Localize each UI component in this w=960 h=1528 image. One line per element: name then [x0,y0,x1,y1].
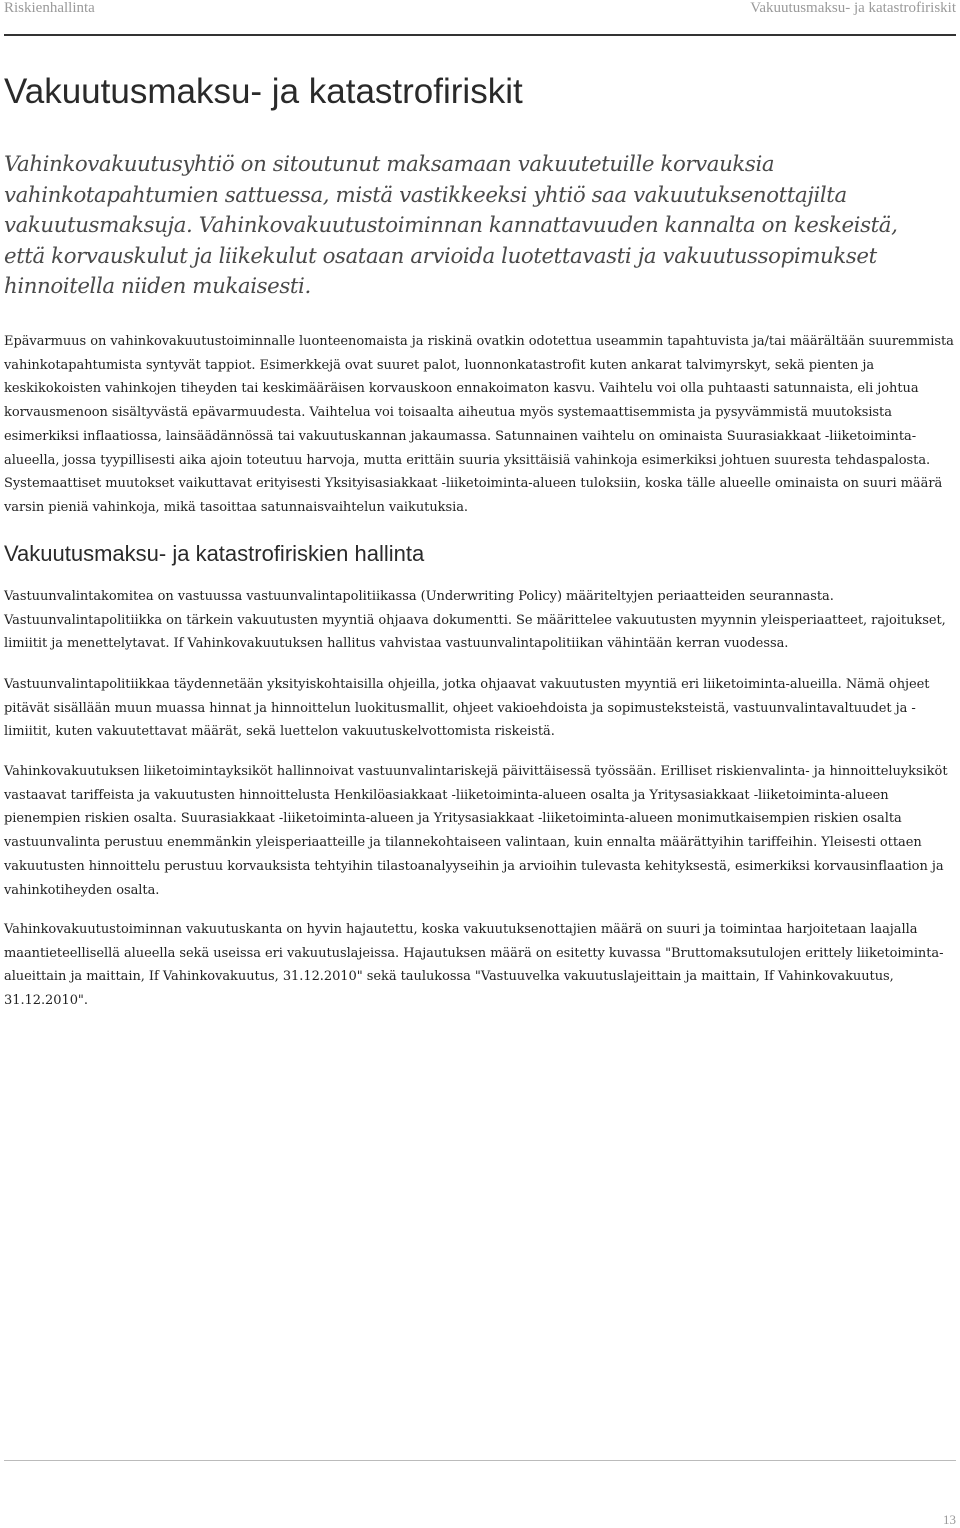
lead-paragraph: Vahinkovakuutusyhtiö on sitoutunut maksamaan vakuutetuille korvauksia vahinkotapahtumien sattuessa, mistä vastikkeeksi yhtiö saa vakuutuksenottajilta vakuutusmaksuja. Vahinkovakuutustoiminnan kannattavuuden kannalta on keskeistä, että korvauskulut ja liikekulut osataan arvioida luotettavasti ja vakuutussopimukset hinnoitella niiden mukaisesti. [4,152,898,299]
page-title: Vakuutusmaksu- ja katastrofiriskit [4,72,523,111]
running-header-chapter: Vakuutusmaksu- ja katastrofiriskit [750,0,956,16]
footer-divider [4,1460,956,1461]
section-heading: Vakuutusmaksu- ja katastrofiriskien hallinta [4,541,425,566]
body-paragraph-diversification: Vahinkovakuutustoiminnan vakuutuskanta on hyvin hajautettu, koska vakuutuksenottajien määrä on suuri ja toimintaa harjoitetaan laajalla maantieteellisellä alueella sekä useissa eri vakuutuslajeissa. Hajautuksen määrä on esitetty kuvassa "Bruttomaksutulojen erittely liiketoiminta-alueittain ja maittain, If Vahinkovakuutus, 31.12.2010" sekä taulukossa "Vastuuvelka vakuutuslajeittain ja maittain, If Vahinkovakuutus, 31.12.2010". [4,922,944,1009]
body-paragraph-guidelines: Vastuunvalintapolitiikkaa täydennetään yksityiskohtaisilla ohjeilla, jotka ohjaavat vakuutusten myyntiä eri liiketoiminta-alueilla. Nämä ohjeet pitävät sisällään muun muassa hinnat ja hinnoittelun luokitusmallit, ohjeet vakioehdoista ja sopimusteksteistä, vastuunvalintavaltuudet ja -limiitit, kuten vakuutettavat määrät, sekä luettelon vakuutuskelvottomista riskeistä. [4,677,930,740]
running-header [4,0,956,36]
running-header-section: Riskienhallinta [4,0,95,16]
body-paragraph-business-units: Vahinkovakuutuksen liiketoimintayksiköt hallinnoivat vastuunvalintariskejä päivittäisessä työssään. Erilliset riskienvalinta- ja hinnoitteluyksiköt vastaavat tariffeista ja vakuutusten hinnoittelusta Henkilöasiakkaat -liiketoiminta-alueen osalta ja Yritysasiakkaat -liiketoiminta-alueen pienempien riskien osalta. Suurasiakkaat -liiketoiminta-alueen ja Yritysasiakkaat -liiketoiminta-alueen monimutkaisempien riskien osalta vastuunvalinta perustuu enemmänkin yleisperiaatteille ja tilannekohtaiseen valintaan, kuin ennalta määrättyihin tariffeihin. Yleisesti ottaen vakuutusten hinnoittelu perustuu korvauksista tehtyihin tilastoanalyyseihin ja arvioihin tulevasta kehityksestä, esimerkiksi korvausinflaation ja vahinkotiheyden osalta. [4,764,948,898]
body-paragraph-underwriting-committee: Vastuunvalintakomitea on vastuussa vastuunvalintapolitiikassa (Underwriting Policy) määriteltyjen periaatteiden seurannasta. Vastuunvalintapolitiikka on tärkein vakuutusten myyntiä ohjaava dokumentti. Se määrittelee vakuutusten myynnin yleisperiaatteet, rajoitukset, limiitit ja menettelytavat. If Vahinkovakuutuksen hallitus vahvistaa vastuunvalintapolitiikan vähintään kerran vuodessa. [4,589,946,652]
body-paragraph-uncertainty: Epävarmuus on vahinkovakuutustoiminnalle luonteenomaista ja riskinä ovatkin odotettua useammin tapahtuvista ja/tai määrältään suuremmista vahinkotapahtumista syntyvät tappiot. Esimerkkejä ovat suuret palot, luonnonkatastrofit kuten ankarat talvimyrskyt, sekä pienten ja keskikokoisten vahinkojen tiheyden tai keskimääräisen korvauskoon ennakoimaton kasvu. Vaihtelu voi olla puhtaasti satunnaista, eli johtua korvausmenoon sisältyvästä epävarmuudesta. Vaihtelua voi toisaalta aiheutua myös systemaattisemmista ja pysyvämmistä muutoksista esimerkiksi inflaatiossa, lainsäädännössä tai vakuutuskannan jakaumassa. Satunnainen vaihtelu on ominaista Suurasiakkaat -liiketoiminta-alueella, jossa tyypillisesti aika ajoin toteutuu harvoja, mutta erittäin suuria yksittäisiä vahinkoja esimerkiksi johtuen suuresta tehdaspalosta. Systemaattiset muutokset vaikuttavat erityisesti Yksityisasiakkaat -liiketoiminta-alueen tuloksiin, koska tälle alueelle ominaista on suuri määrä varsin pieniä vahinkoja, mikä tasoittaa satunnaisvaihtelun vaikutuksia. [4,334,954,515]
page-number: 13 [943,1512,956,1527]
